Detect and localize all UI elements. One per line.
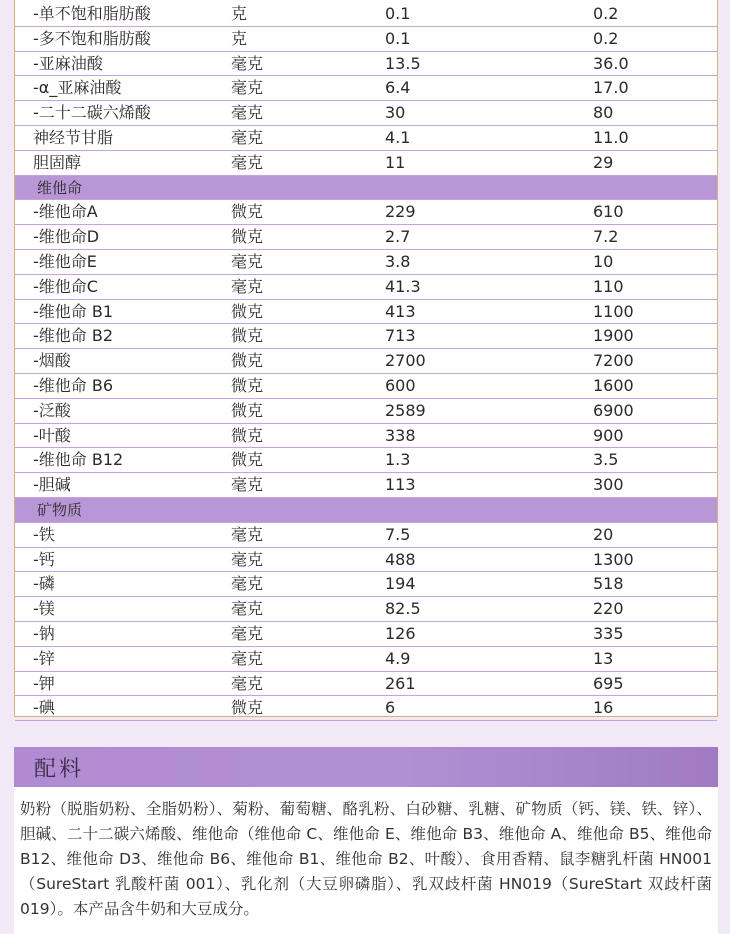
nutrient-value-2: 900 <box>593 425 624 445</box>
nutrient-value-1: 1.3 <box>385 450 411 470</box>
nutrient-unit: 微克 <box>231 351 264 371</box>
nutrient-unit: 微克 <box>231 326 264 346</box>
nutrient-name: -磷 <box>33 574 55 594</box>
nutrient-value-2: 13 <box>593 648 614 668</box>
ingredients-panel <box>14 747 718 934</box>
table-row <box>15 324 717 349</box>
nutrient-name: -胆碱 <box>33 475 71 495</box>
nutrient-value-1: 30 <box>385 103 406 123</box>
nutrition-table <box>14 0 718 717</box>
table-row <box>15 647 717 672</box>
nutrient-name: -铁 <box>33 524 55 544</box>
nutrient-name: -二十二碳六烯酸 <box>33 103 151 123</box>
table-row <box>15 225 717 250</box>
section-header <box>15 176 717 201</box>
nutrient-value-1: 0.1 <box>385 28 411 48</box>
ingredients-header <box>14 747 718 787</box>
table-row <box>15 151 717 176</box>
table-row <box>15 76 717 101</box>
table-row <box>15 374 717 399</box>
nutrient-value-2: 36.0 <box>593 53 629 73</box>
table-row <box>15 27 717 52</box>
nutrient-value-2: 6900 <box>593 400 634 420</box>
table-row <box>15 672 717 697</box>
nutrient-value-2: 17.0 <box>593 78 629 98</box>
nutrient-unit: 克 <box>231 28 248 48</box>
nutrient-unit: 微克 <box>231 227 264 247</box>
nutrient-value-1: 41.3 <box>385 276 421 296</box>
nutrient-value-2: 695 <box>593 673 624 693</box>
nutrient-value-1: 4.1 <box>385 128 411 147</box>
nutrient-value-2: 29 <box>593 152 614 172</box>
nutrient-name: -钾 <box>33 673 55 693</box>
nutrient-unit: 毫克 <box>231 252 264 271</box>
nutrient-name: -维他命E <box>33 252 97 271</box>
nutrient-value-1: 2700 <box>385 351 426 371</box>
nutrient-name: -碘 <box>33 698 55 718</box>
section-label: 矿物质 <box>37 501 83 519</box>
table-row <box>15 696 717 721</box>
nutrient-value-1: 126 <box>385 624 416 643</box>
nutrient-value-2: 80 <box>593 103 614 123</box>
nutrient-value-2: 335 <box>593 624 624 643</box>
nutrient-value-2: 7.2 <box>593 227 619 247</box>
nutrient-unit: 微克 <box>231 400 264 420</box>
nutrient-unit: 毫克 <box>231 648 264 668</box>
nutrient-unit: 微克 <box>231 698 264 718</box>
table-row <box>15 572 717 597</box>
nutrient-name: -维他命 B6 <box>33 376 114 395</box>
table-row <box>15 399 717 424</box>
nutrient-value-1: 488 <box>385 549 416 569</box>
section-header <box>15 498 717 523</box>
nutrient-value-1: 4.9 <box>385 648 411 668</box>
nutrient-value-1: 6.4 <box>385 78 411 98</box>
nutrient-unit: 毫克 <box>231 475 264 495</box>
nutrient-unit: 毫克 <box>231 152 264 172</box>
nutrient-name: -镁 <box>33 599 55 619</box>
nutrient-name: -维他命 B12 <box>33 450 124 470</box>
nutrient-value-2: 0.2 <box>593 28 619 48</box>
table-row <box>15 424 717 449</box>
nutrient-value-1: 413 <box>385 301 416 321</box>
nutrient-value-2: 220 <box>593 599 624 619</box>
nutrient-name: -烟酸 <box>33 351 71 371</box>
nutrient-unit: 毫克 <box>231 128 264 147</box>
nutrient-name: -钙 <box>33 549 55 569</box>
nutrient-value-2: 10 <box>593 252 614 271</box>
nutrient-value-2: 1300 <box>593 549 634 569</box>
nutrient-value-2: 16 <box>593 698 614 718</box>
nutrient-value-1: 2.7 <box>385 227 411 247</box>
nutrient-value-2: 110 <box>593 276 624 296</box>
nutrient-value-1: 600 <box>385 376 416 395</box>
nutrient-name: -叶酸 <box>33 425 71 445</box>
nutrient-value-2: 20 <box>593 524 614 544</box>
nutrient-value-1: 261 <box>385 673 416 693</box>
nutrient-name: -α_亚麻油酸 <box>33 78 122 98</box>
nutrient-value-1: 11 <box>385 152 406 172</box>
table-row <box>15 2 717 27</box>
nutrient-name: -维他命A <box>33 202 98 222</box>
table-row <box>15 523 717 548</box>
nutrient-value-1: 338 <box>385 425 416 445</box>
nutrient-unit: 克 <box>231 4 248 23</box>
nutrient-unit: 毫克 <box>231 599 264 619</box>
nutrient-value-1: 713 <box>385 326 416 346</box>
nutrient-name: -亚麻油酸 <box>33 53 103 73</box>
nutrient-unit: 微克 <box>231 450 264 470</box>
table-row <box>15 548 717 573</box>
nutrient-unit: 毫克 <box>231 103 264 123</box>
table-row <box>15 349 717 374</box>
nutrient-name: -钠 <box>33 624 55 643</box>
nutrient-value-2: 1600 <box>593 376 634 395</box>
nutrient-value-2: 300 <box>593 475 624 495</box>
nutrient-name: -泛酸 <box>33 400 71 420</box>
table-row <box>15 101 717 126</box>
nutrient-value-1: 2589 <box>385 400 426 420</box>
table-row <box>15 275 717 300</box>
nutrient-unit: 毫克 <box>231 673 264 693</box>
nutrient-name: -维他命 B1 <box>33 301 114 321</box>
nutrient-value-1: 82.5 <box>385 599 421 619</box>
table-row <box>15 52 717 77</box>
nutrient-unit: 毫克 <box>231 624 264 643</box>
section-label: 维他命 <box>37 178 83 197</box>
ingredients-text: 奶粉（脱脂奶粉、全脂奶粉）、菊粉、葡萄糖、酪乳粉、白砂糖、乳糖、矿物质（钙、镁、铁、锌）、胆碱、二十二碳六烯酸、维他命（维他命 C、维他命 E、维他命 B3、维他命 A、维他命 B5、维他命 B12、维他命 D3、维他命 B6、维他命 B1、维他命 B2、叶酸）、食用香精、鼠李糖乳杆菌 HN001（SureStart 乳酸杆菌 001）、乳化剂（大豆卵磷脂）、乳双歧杆菌 HN019（SureStart 双歧杆菌 019）。本产品含牛奶和大豆成分。 <box>20 800 712 918</box>
nutrient-unit: 毫克 <box>231 53 264 73</box>
nutrient-value-2: 1900 <box>593 326 634 346</box>
nutrient-value-1: 6 <box>385 698 396 718</box>
nutrient-value-2: 518 <box>593 574 624 594</box>
table-row <box>15 448 717 473</box>
nutrient-name: -锌 <box>33 648 55 668</box>
table-row <box>15 597 717 622</box>
nutrient-unit: 毫克 <box>231 276 264 296</box>
table-row <box>15 250 717 275</box>
ingredients-title: 配料 <box>34 757 85 782</box>
nutrient-unit: 微克 <box>231 425 264 445</box>
nutrient-unit: 毫克 <box>231 549 264 569</box>
nutrient-value-2: 7200 <box>593 351 634 371</box>
table-row <box>15 126 717 151</box>
table-row <box>15 473 717 498</box>
nutrient-name: 胆固醇 <box>33 152 82 172</box>
nutrient-value-2: 11.0 <box>593 128 629 147</box>
nutrient-value-1: 3.8 <box>385 252 411 271</box>
nutrient-value-1: 0.1 <box>385 4 411 23</box>
nutrient-value-1: 13.5 <box>385 53 421 73</box>
nutrient-value-2: 610 <box>593 202 624 222</box>
nutrient-value-2: 3.5 <box>593 450 619 470</box>
nutrient-name: -单不饱和脂肪酸 <box>33 4 151 23</box>
nutrient-value-2: 1100 <box>593 301 634 321</box>
nutrient-value-1: 194 <box>385 574 416 594</box>
nutrient-unit: 微克 <box>231 376 264 395</box>
nutrient-value-1: 113 <box>385 475 416 495</box>
nutrient-unit: 毫克 <box>231 78 264 98</box>
nutrient-unit: 毫克 <box>231 524 264 544</box>
nutrient-name: -维他命 B2 <box>33 326 114 346</box>
table-row <box>15 200 717 225</box>
nutrient-name: -维他命D <box>33 227 100 247</box>
nutrient-unit: 微克 <box>231 202 264 222</box>
nutrient-unit: 微克 <box>231 301 264 321</box>
nutrient-name: -多不饱和脂肪酸 <box>33 28 151 48</box>
table-row <box>15 300 717 325</box>
nutrient-value-2: 0.2 <box>593 4 619 23</box>
nutrient-unit: 毫克 <box>231 574 264 594</box>
nutrient-value-1: 7.5 <box>385 524 411 544</box>
table-row <box>15 622 717 647</box>
nutrient-value-1: 229 <box>385 202 416 222</box>
nutrient-name: 神经节甘脂 <box>33 128 114 147</box>
nutrient-name: -维他命C <box>33 276 98 296</box>
